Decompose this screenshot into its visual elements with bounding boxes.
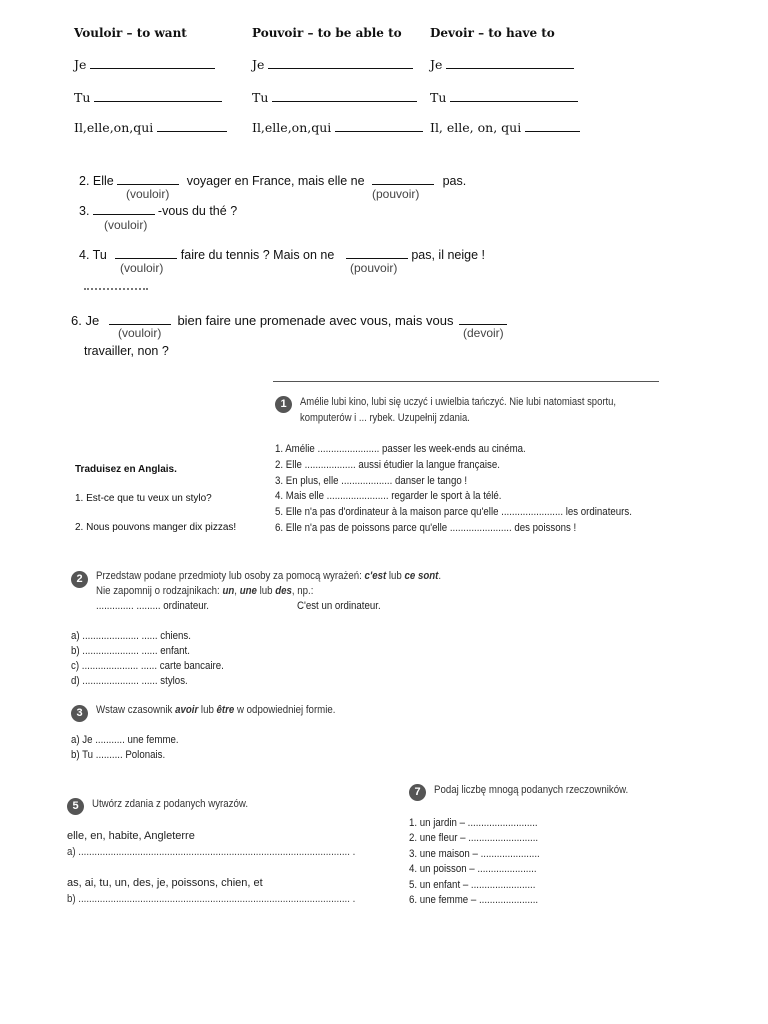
exercise-1-item: 6. Elle n'a pas de poissons parce qu'elle ....................... des poissons !	[275, 522, 577, 534]
conj-row: Tu	[74, 90, 222, 105]
exercise-1-item: 1. Amélie ....................... passer les week-ends au cinéma.	[275, 443, 526, 455]
exercise-7-item: 3. une maison – ......................	[409, 848, 540, 860]
hint: (devoir)	[463, 326, 504, 340]
conj-row: Je	[430, 57, 574, 72]
exercise-1-item: 3. En plus, elle ................... danser le tango !	[275, 475, 468, 487]
sentence-6: 6. Je bien faire une promenade avec vous, mais vous	[71, 313, 507, 328]
conj-row: Je	[74, 57, 215, 72]
exercise-5-instruction: Utwórz zdania z podanych wyrazów.	[92, 798, 249, 810]
conj-row: Je	[252, 57, 413, 72]
exercise-1-instruction: Amélie lubi kino, lubi się uczyć i uwielbia tańczyć. Nie lubi natomiast sportu,	[300, 396, 617, 408]
translate-item: 1. Est-ce que tu veux un stylo?	[75, 493, 212, 504]
hint: (vouloir)	[120, 261, 164, 275]
exercise-1-number: 1	[275, 394, 292, 413]
exercise-7-item: 4. un poisson – ......................	[409, 863, 537, 875]
header-pouvoir: Pouvoir – to be able to	[252, 26, 402, 40]
hint: (pouvoir)	[372, 187, 420, 201]
exercise-1-item: 5. Elle n'a pas d'ordinateur à la maison parce qu'elle ....................... les ordinateurs.	[275, 506, 632, 518]
exercise-5-words: elle, en, habite, Angleterre	[67, 830, 195, 842]
translate-item: 2. Nous pouvons manger dix pizzas!	[75, 522, 237, 533]
hint: (pouvoir)	[350, 261, 398, 275]
exercise-5-line: b) ..................................................................................................... .	[67, 893, 356, 905]
exercise-3-item: b) Tu .......... Polonais.	[71, 749, 166, 761]
exercise-3-instruction: Wstaw czasownik avoir lub être w odpowiedniej formie.	[96, 704, 336, 716]
header-devoir: Devoir – to have to	[430, 26, 555, 40]
exercise-1-instruction: komputerów i ... rybek. Uzupełnij zdania.	[300, 412, 470, 424]
cropped-line	[84, 288, 148, 292]
exercise-7-item: 6. une femme – ......................	[409, 894, 539, 906]
exercise-2-number: 2	[71, 569, 88, 588]
exercise-2-item: d) ..................... ...... stylos.	[71, 675, 188, 687]
conj-row: Tu	[252, 90, 417, 105]
exercise-5-number: 5	[67, 796, 84, 815]
exercise-2-item: b) ..................... ...... enfant.	[71, 645, 190, 657]
exercise-2-instruction: Nie zapomnij o rodzajnikach: un, une lub des, np.:	[96, 585, 314, 597]
conj-row: Il,elle,on,qui	[74, 120, 227, 135]
exercise-5-line: a) ..................................................................................................... .	[67, 846, 356, 858]
sentence-4: 4. Tu faire du tennis ? Mais on ne pas, il neige !	[79, 248, 485, 262]
exercise-2-item: a) ..................... ...... chiens.	[71, 630, 191, 642]
exercise-7-instruction: Podaj liczbę mnogą podanych rzeczowników.	[434, 784, 629, 796]
header-vouloir: Vouloir – to want	[74, 26, 187, 40]
exercise-1-item: 2. Elle ................... aussi étudier la langue française.	[275, 459, 500, 471]
exercise-2-example-answer: C'est un ordinateur.	[297, 600, 381, 612]
exercise-7-item: 2. une fleur – ..........................	[409, 832, 539, 844]
conj-row: Il,elle,on,qui	[252, 120, 423, 135]
exercise-2-example: .............. ......... ordinateur.	[96, 600, 209, 612]
sentence-6-line2: travailler, non ?	[84, 344, 169, 358]
exercise-1-item: 4. Mais elle ....................... regarder le sport à la télé.	[275, 490, 502, 502]
exercise-7-item: 1. un jardin – ..........................	[409, 817, 538, 829]
hint: (vouloir)	[126, 187, 170, 201]
exercise-5-words: as, ai, tu, un, des, je, poissons, chien, et	[67, 877, 263, 889]
sentence-2: 2. Elle voyager en France, mais elle ne pas.	[79, 174, 467, 188]
sentence-3: 3. -vous du thé ?	[79, 204, 238, 218]
conj-row: Tu	[430, 90, 578, 105]
exercise-3-number: 3	[71, 703, 88, 722]
divider	[273, 381, 659, 382]
hint: (vouloir)	[118, 326, 162, 340]
conj-row: Il, elle, on, qui	[430, 120, 580, 135]
exercise-2-item: c) ..................... ...... carte bancaire.	[71, 660, 224, 672]
exercise-7-number: 7	[409, 782, 426, 801]
hint: (vouloir)	[104, 218, 148, 232]
exercise-3-item: a) Je ........... une femme.	[71, 734, 179, 746]
exercise-7-item: 5. un enfant – ........................	[409, 879, 536, 891]
exercise-2-instruction: Przedstaw podane przedmioty lub osoby za pomocą wyrażeń: c'est lub ce sont.	[96, 570, 442, 582]
translate-title: Traduisez en Anglais.	[75, 464, 177, 475]
